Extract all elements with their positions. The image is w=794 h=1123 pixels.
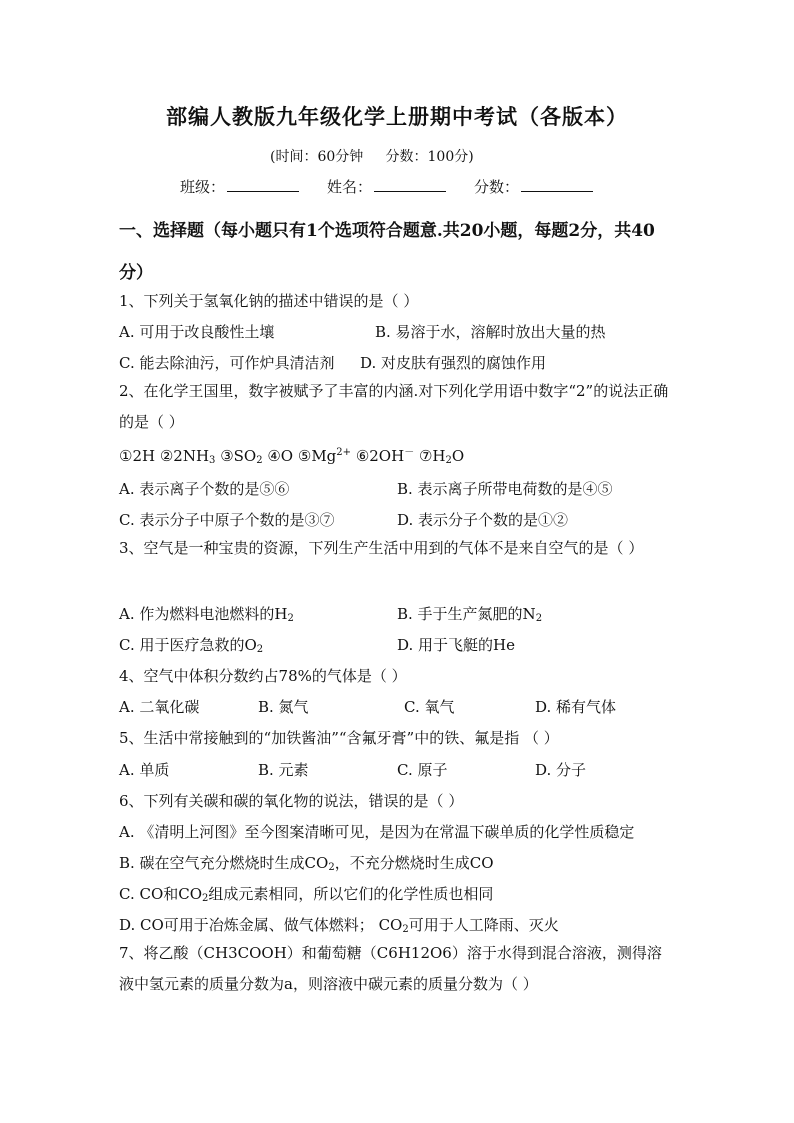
q2-formula-part: ③SO bbox=[215, 447, 257, 465]
q1-stem: 1、下列关于氢氧化钠的描述中错误的是（ ） bbox=[119, 292, 419, 310]
q4-option-a: A. 二氧化碳 bbox=[119, 698, 200, 716]
q2-formula-sub: 2 bbox=[445, 455, 452, 466]
q6-option-c bbox=[119, 883, 493, 904]
q2-formula-sup: 2+ bbox=[336, 447, 352, 458]
q6-option-b-sub: 2 bbox=[328, 862, 335, 873]
name-blank[interactable] bbox=[374, 177, 446, 192]
q2-formula-sup: － bbox=[404, 447, 415, 458]
q6-option-d bbox=[119, 914, 559, 935]
q5-option-d: D. 分子 bbox=[535, 761, 587, 779]
q2-option-d: D. 表示分子个数的是①② bbox=[397, 511, 569, 529]
student-info-line bbox=[180, 176, 621, 197]
q2-option-c: C. 表示分子中原子个数的是③⑦ bbox=[119, 511, 335, 529]
q6-option-c-part: C. CO和CO bbox=[119, 885, 203, 903]
q6-option-b-part: ，不充分燃烧时生成CO bbox=[334, 854, 494, 872]
score-label: 分数： bbox=[474, 178, 520, 196]
q2-formula-sub: 2 bbox=[256, 455, 263, 466]
q6-option-c-part: 组成元素相同，所以它们的化学性质也相同 bbox=[208, 885, 494, 903]
q3-option-b-text: B. 手于生产氮肥的N bbox=[397, 605, 536, 623]
class-blank[interactable] bbox=[227, 177, 299, 192]
class-field bbox=[180, 176, 299, 197]
q6-stem: 6、下列有关碳和碳的氧化物的说法，错误的是（ ） bbox=[119, 792, 464, 810]
q7-stem: 7、将乙酸（CH3COOH）和葡萄糖（C6H12O6）溶于水得到混合溶液，测得溶液中氢元素的质量分数为a，则溶液中碳元素的质量分数为（ ） bbox=[119, 944, 662, 993]
q4-option-b: B. 氮气 bbox=[258, 698, 309, 716]
q6-option-c-sub: 2 bbox=[202, 893, 209, 904]
q1-option-b: B. 易溶于水，溶解时放出大量的热 bbox=[375, 323, 606, 341]
exam-subtitle: (时间：60分钟 分数：100分) bbox=[270, 149, 474, 165]
q6-option-a: A. 《清明上河图》至今图案清晰可见，是因为在常温下碳单质的化学性质稳定 bbox=[119, 823, 635, 841]
q5-option-a: A. 单质 bbox=[119, 761, 170, 779]
section-heading: 一、选择题（每小题只有1个选项符合题意.共20小题，每题2分，共40分） bbox=[119, 221, 655, 283]
score-field bbox=[474, 176, 593, 197]
name-label: 姓名： bbox=[327, 178, 373, 196]
q3-option-c bbox=[119, 634, 263, 655]
q3-option-d: D. 用于飞艇的He bbox=[397, 636, 515, 654]
q4-option-d: D. 稀有气体 bbox=[535, 698, 617, 716]
q2-formula-part: ①2H ②2NH bbox=[119, 447, 210, 465]
q6-option-b-part: B. 碳在空气充分燃烧时生成CO bbox=[119, 854, 329, 872]
q2-formula-part: ⑦H bbox=[414, 447, 446, 465]
q3-option-b-sub: 2 bbox=[535, 613, 543, 624]
q2-option-b: B. 表示离子所带电荷数的是④⑤ bbox=[397, 480, 613, 498]
class-label: 班级： bbox=[180, 178, 226, 196]
score-blank[interactable] bbox=[521, 177, 593, 192]
q1-option-a: A. 可用于改良酸性土壤 bbox=[119, 323, 275, 341]
name-field bbox=[327, 176, 446, 197]
q4-stem: 4、空气中体积分数约占78%的气体是（ ） bbox=[119, 667, 407, 685]
q2-stem: 2、在化学王国里，数字被赋予了丰富的内涵.对下列化学用语中数字“2”的说法正确的是（ ） bbox=[119, 382, 669, 431]
q3-option-c-text: C. 用于医疗急救的O bbox=[119, 636, 257, 654]
q5-option-c: C. 原子 bbox=[397, 761, 448, 779]
q3-option-a bbox=[119, 603, 294, 624]
q2-formula-sub: 3 bbox=[209, 455, 216, 466]
q2-formula-line bbox=[119, 447, 464, 465]
q1-option-c: C. 能去除油污，可作炉具清洁剂 bbox=[119, 354, 335, 372]
q4-option-c: C. 氧气 bbox=[404, 698, 455, 716]
q2-formula-part: ⑥2OH bbox=[351, 447, 405, 465]
q5-stem: 5、生活中常接触到的“加铁酱油”“含氟牙膏”中的铁、氟是指 （ ） bbox=[119, 729, 559, 747]
q2-option-a: A. 表示离子个数的是⑤⑥ bbox=[119, 480, 290, 498]
q6-option-d-part: D. CO可用于冶炼金属、做气体燃料； CO bbox=[119, 916, 403, 934]
q2-formula-part: O bbox=[451, 447, 465, 465]
q3-option-a-sub: 2 bbox=[287, 613, 294, 624]
q6-option-d-sub: 2 bbox=[402, 924, 409, 935]
q6-option-b bbox=[119, 852, 494, 873]
q2-formula-part: ④O ⑤Mg bbox=[262, 447, 337, 465]
q6-option-d-part: 可用于人工降雨、灭火 bbox=[408, 916, 559, 934]
q5-option-b: B. 元素 bbox=[258, 761, 309, 779]
q3-option-a-text: A. 作为燃料电池燃料的H bbox=[119, 605, 288, 623]
exam-title: 部编人教版九年级化学上册期中考试（各版本） bbox=[166, 104, 628, 129]
q3-option-b bbox=[397, 603, 542, 624]
q1-option-d: D. 对皮肤有强烈的腐蚀作用 bbox=[360, 354, 547, 372]
q3-stem: 3、空气是一种宝贵的资源，下列生产生活中用到的气体不是来自空气的是（ ） bbox=[119, 539, 644, 557]
q3-option-c-sub: 2 bbox=[256, 644, 264, 655]
